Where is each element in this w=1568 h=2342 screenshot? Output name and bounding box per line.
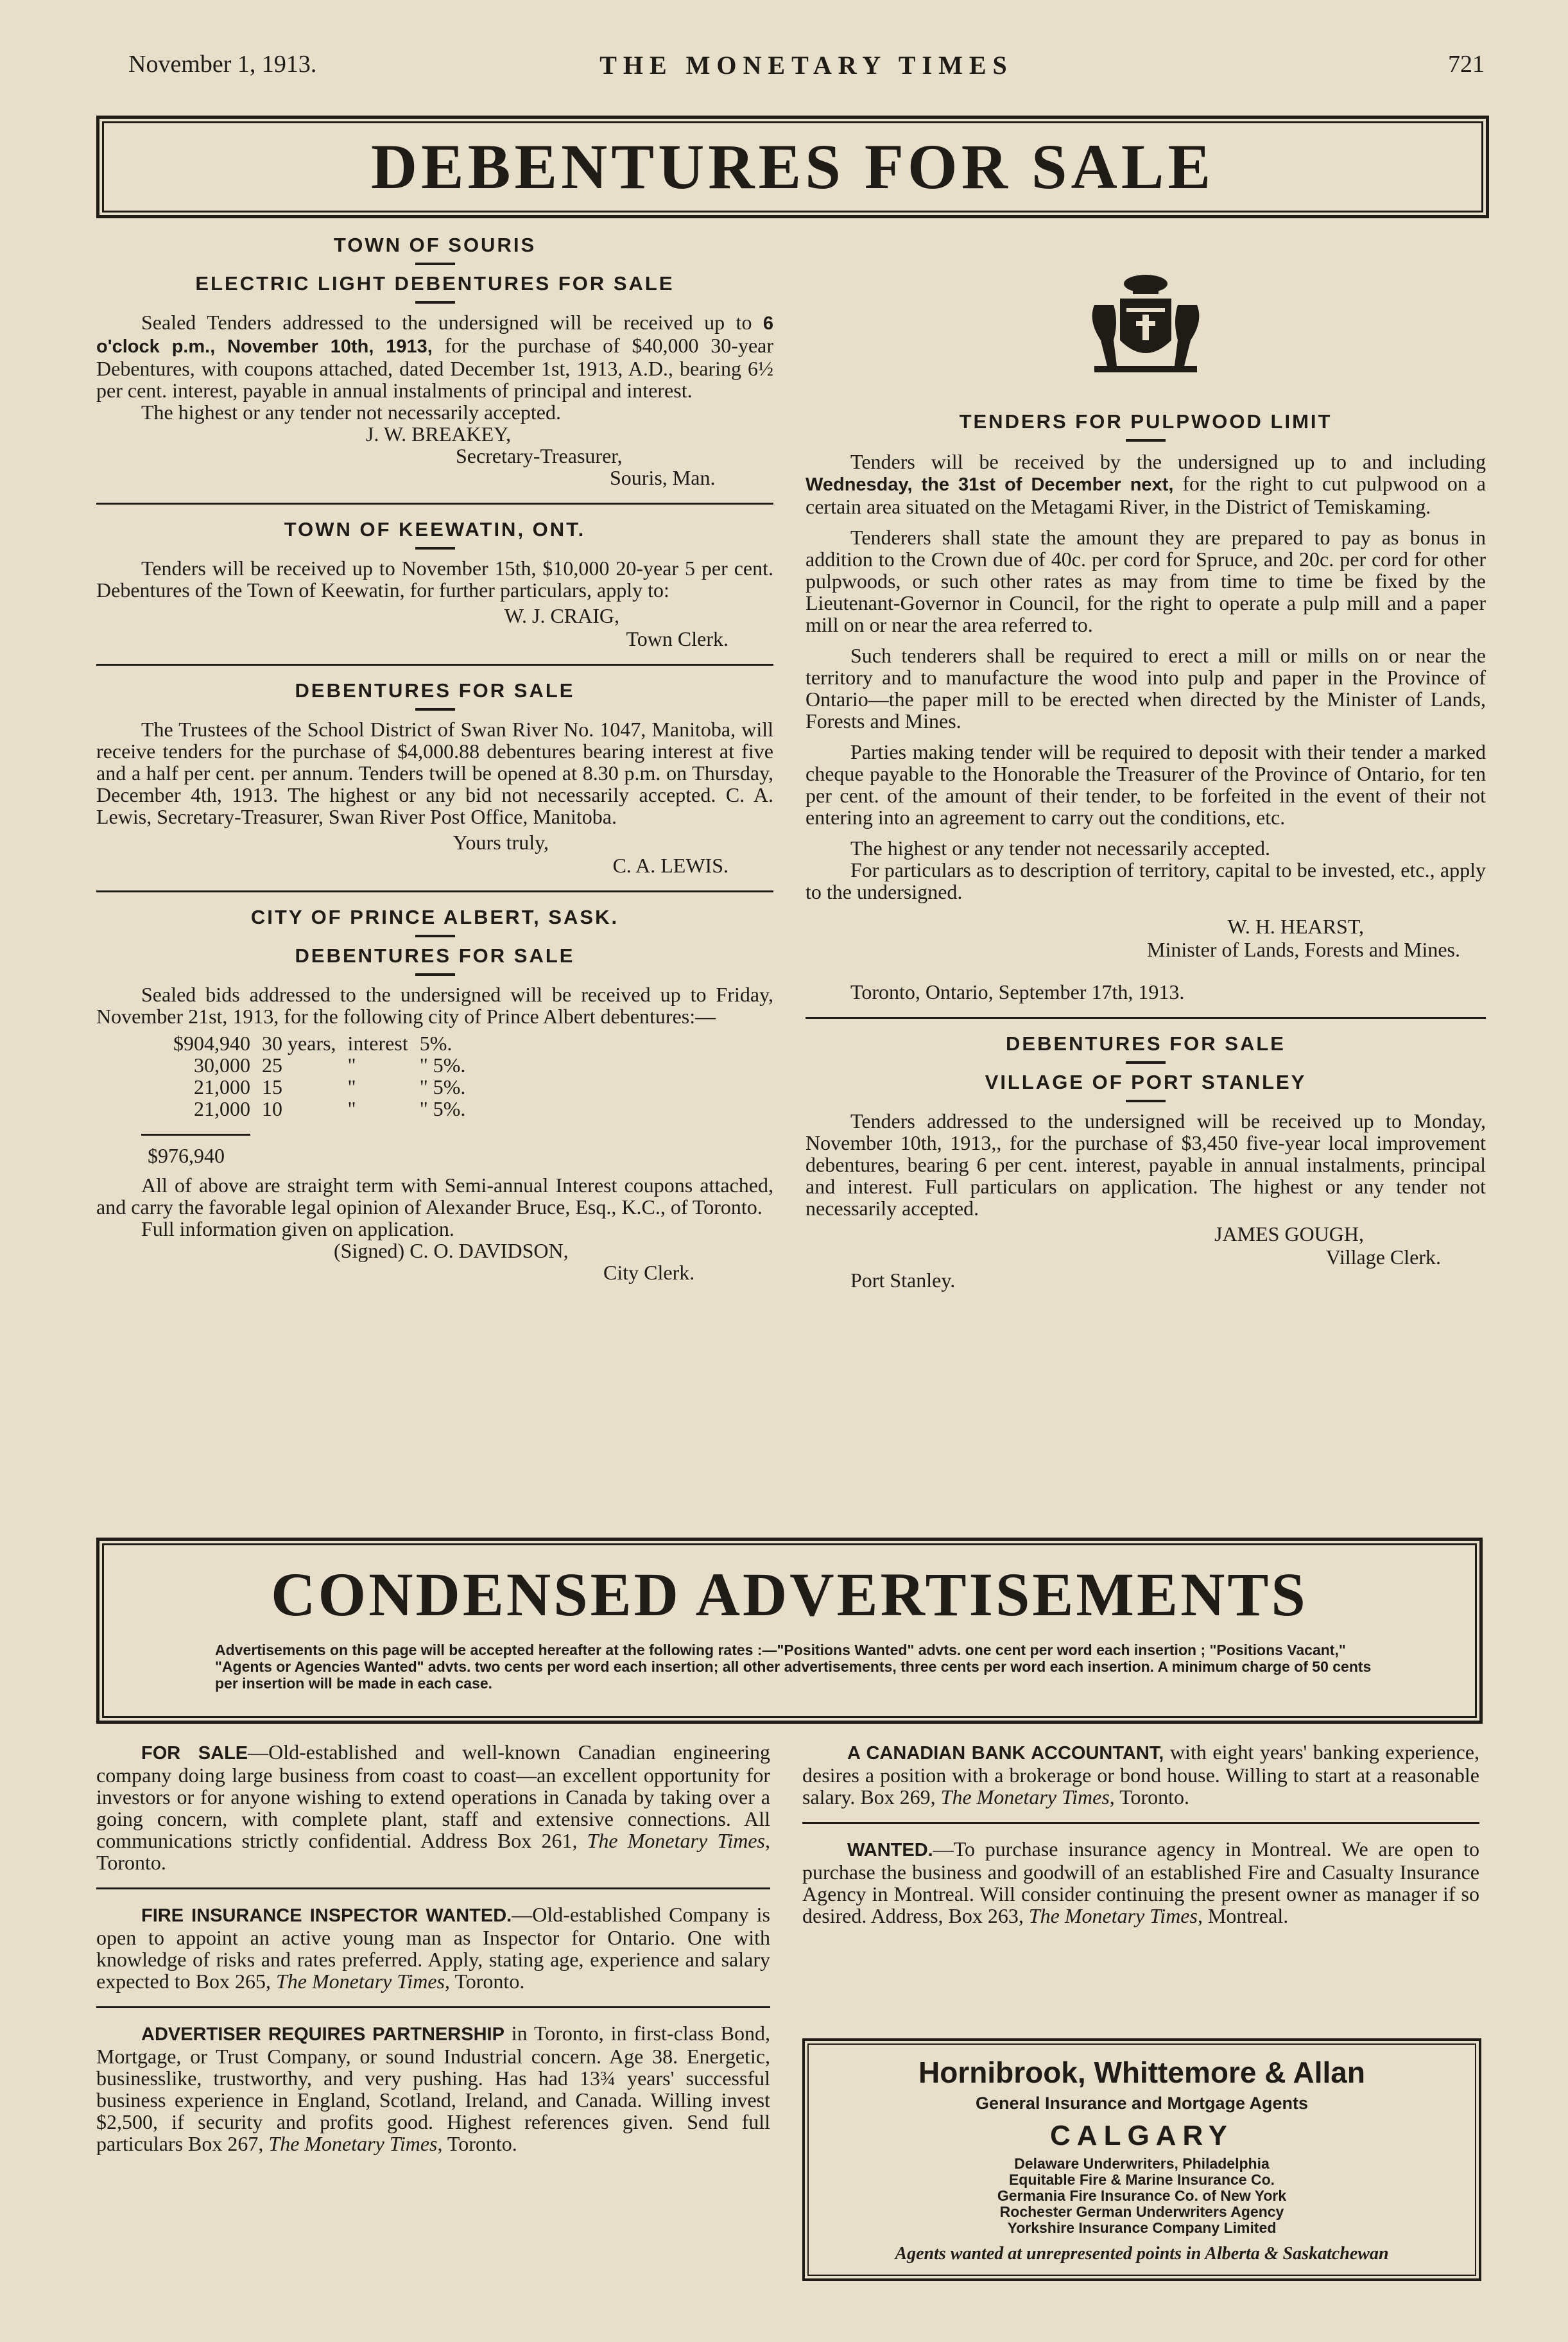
ad-text: —Old-established and well-known Canadian engineering company doing large business from coast to coast—an excellent opportunity for investors or for anyone wishing to extend operations in Canada by taking over a going concern, with complete plant, staff and extensive connections. All communications strictly confidential. Address Box 261, — [96, 1740, 770, 1852]
debenture-cell: " — [347, 1054, 356, 1077]
section-rule — [96, 2006, 770, 2008]
keewatin-notice — [96, 519, 773, 650]
company-item: Delaware Underwriters, Philadelphia — [1014, 2155, 1270, 2172]
debenture-row — [173, 1098, 477, 1120]
pulpwood-paragraph-6: For particulars as to description of territory, capital to be invested, etc., apply to the undersigned. — [806, 858, 1486, 903]
ad-end: , Toronto. — [437, 2132, 517, 2155]
prince-albert-paragraph: Sealed bids addressed to the undersigned will be received up to Friday, November 21st, 1913, for the following city of Prince Albert debentures:— — [96, 983, 773, 1028]
left-column — [96, 234, 773, 1283]
debenture-total: $976,940 — [141, 1134, 250, 1167]
debenture-cell: 5%. — [419, 1032, 452, 1055]
pulpwood-dateline: Toronto, Ontario, September 17th, 1913. — [850, 980, 1185, 1003]
swan-river-heading: DEBENTURES FOR SALE — [295, 679, 575, 702]
page-number: 721 — [1448, 51, 1485, 78]
debenture-cell: 21,000 — [194, 1075, 250, 1098]
keewatin-heading: TOWN OF KEEWATIN, ONT. — [284, 518, 586, 541]
port-stanley-notice — [806, 1033, 1486, 1291]
souris-heading: TOWN OF SOURIS — [333, 234, 537, 256]
debenture-cell: $904,940 — [173, 1032, 250, 1055]
ad-publication: The Monetary Times — [268, 2132, 438, 2155]
sig-name: JAMES GOUGH, — [1214, 1222, 1364, 1245]
divider — [415, 973, 455, 976]
debenture-cell: " 5%. — [419, 1075, 466, 1098]
sig-name: C. A. LEWIS. — [612, 854, 728, 877]
ad-publication: The Monetary Times — [275, 1970, 445, 1993]
port-stanley-place: Port Stanley. — [850, 1269, 956, 1292]
pulpwood-deadline: Wednesday, the 31st of December next, — [806, 474, 1174, 495]
company-list — [805, 2156, 1479, 2236]
debenture-cell: " — [347, 1097, 356, 1120]
agents-wanted: Agents wanted at unrepresented points in Alberta & Saskatchewan — [895, 2244, 1389, 2264]
ad-publication: The Monetary Times — [1028, 1904, 1198, 1927]
condensed-banner — [96, 1538, 1483, 1724]
right-column — [806, 270, 1486, 1291]
sig-title: Minister of Lands, Forests and Mines. — [1147, 938, 1460, 961]
souris-subheading: ELECTRIC LIGHT DEBENTURES FOR SALE — [195, 272, 675, 295]
firm-subtitle: General Insurance and Mortgage Agents — [975, 2094, 1309, 2113]
ad-partnership — [96, 2022, 770, 2155]
section-rule — [802, 1822, 1479, 1824]
pulpwood-paragraph-3: Such tenderers shall be required to erect a mill or mills on or near the territory and to manufacture the wood into pulp and paper in the Province of Ontario—the paper mill to be erected when directed by the Minister of Lands, Forests and Mines. — [806, 644, 1486, 733]
ad-end: , Toronto. — [1109, 1785, 1190, 1809]
souris-notice — [96, 234, 773, 489]
ad-lead: FOR SALE — [141, 1743, 248, 1764]
keewatin-signature — [96, 605, 773, 650]
ad-publication: The Monetary Times — [940, 1785, 1110, 1809]
ad-text: with eight years' banking experience, desires a position with a brokerage or bond house. Willing to start at a reasonable salary. Box 269, — [802, 1740, 1480, 1809]
debenture-cell: 15 — [262, 1075, 282, 1098]
prince-albert-subheading: DEBENTURES FOR SALE — [295, 944, 575, 967]
pulpwood-paragraph-2: Tenderers shall state the amount they are prepared to pay as bonus in addition to the Crown due of 40c. per cord for Spruce, and 20c. per cord for other pulpwoods, or such other rates as may from time to time be fixed by the Lieutenant-Governor in Council, for the right to operate a pulp mill and a paper mill on or near the area referred to. — [806, 526, 1486, 636]
section-rule — [96, 503, 773, 505]
debenture-cell: interest — [347, 1032, 408, 1055]
sig-place: Souris, Man. — [610, 466, 716, 489]
debenture-cell: 30,000 — [194, 1054, 250, 1077]
ad-text: —To purchase insurance agency in Montreal. We are open to purchase the business and goodwill of an established Fire and Casualty Insurance Agency in Montreal. Will consider continuing the present owner as manager if so desired. Address, Box 263, — [802, 1837, 1479, 1927]
ad-wanted — [802, 1838, 1479, 1927]
pulpwood-paragraph-5: The highest or any tender not necessarily accepted. — [850, 837, 1270, 860]
classifieds-left — [96, 1741, 770, 2155]
debenture-cell: " 5%. — [419, 1054, 466, 1077]
condensed-title: CONDENSED ADVERTISEMENTS — [271, 1560, 1308, 1629]
ad-text: in Toronto, in first-class Bond, Mortgage, or Trust Company, or sound Industrial concern. Age 38. Energetic, businesslike, trustworthy, and very pushing. Has had 13¾ years' successful business experience in England, Scotland, Ireland, and Canada. Willing invest $2,500, if security and profits good. Highest references given. Send full particulars Box 267, — [96, 2022, 770, 2155]
ad-end: , Toronto. — [96, 1829, 771, 1874]
souris-text-b: for the purchase of $40,000 30-year Debentures, with coupons attached, dated December 1st, 1913, A.D., bearing 6½ per cent. interest, payable in annual instalments of principal and interest. — [96, 334, 773, 402]
company-item: Equitable Fire & Marine Insurance Co. — [1008, 2171, 1275, 2188]
banner-title: DEBENTURES FOR SALE — [370, 131, 1215, 202]
ad-publication: The Monetary Times — [587, 1829, 766, 1852]
running-head — [128, 50, 1485, 89]
pulpwood-paragraph-1 — [806, 451, 1486, 517]
debenture-row — [173, 1032, 477, 1054]
souris-paragraph — [96, 311, 773, 401]
ad-lead: WANTED. — [847, 1840, 933, 1861]
ad-lead: A CANADIAN BANK ACCOUNTANT, — [847, 1743, 1164, 1764]
divider — [415, 263, 455, 265]
prince-albert-info: Full information given on application. — [141, 1217, 454, 1240]
sig-title: Town Clerk. — [626, 627, 728, 650]
debenture-rows — [173, 1032, 477, 1120]
section-rule — [96, 890, 773, 892]
closing: Yours truly, — [452, 831, 549, 854]
debenture-cell: 10 — [262, 1097, 282, 1120]
ad-text: —Old-established Company is open to appoint an active young man as Inspector for Ontario. One with knowledge of risks and rates preferred. Apply, stating age, experience and salary expected to Box 265, — [96, 1903, 771, 1993]
debenture-cell: 30 years, — [262, 1032, 336, 1055]
swan-river-notice — [96, 680, 773, 876]
divider — [1126, 1061, 1166, 1064]
port-stanley-heading: DEBENTURES FOR SALE — [1006, 1032, 1286, 1055]
ad-lead: ADVERTISER REQUIRES PARTNERSHIP — [141, 2024, 504, 2045]
prince-albert-terms: All of above are straight term with Semi-annual Interest coupons attached, and carry the favorable legal opinion of Alexander Bruce, Esq., K.C., of Toronto. — [96, 1174, 773, 1219]
pulpwood-text-a: Tenders will be received by the undersigned up to and including — [850, 450, 1486, 473]
debenture-row — [173, 1076, 477, 1098]
ad-lead: FIRE INSURANCE INSPECTOR WANTED. — [141, 1905, 512, 1926]
souris-note: The highest or any tender not necessarily accepted. — [141, 401, 561, 424]
divider — [415, 547, 455, 550]
divider — [1126, 1100, 1166, 1102]
souris-deadline: 6 o'clock p.m., November 10th, 1913, — [96, 313, 773, 357]
divider — [415, 935, 455, 937]
pulpwood-signature — [806, 915, 1486, 960]
company-item: Rochester German Underwriters Agency — [999, 2203, 1284, 2220]
sig-name: (Signed) C. O. DAVIDSON, — [334, 1239, 569, 1262]
port-stanley-signature — [806, 1223, 1486, 1268]
pulpwood-text-b: for the right to cut pulpwood on a certain area situated on the Metagami River, in the District of Temiskaming. — [806, 472, 1486, 518]
sig-name: W. H. HEARST, — [1227, 915, 1364, 938]
debenture-table — [173, 1032, 477, 1120]
classifieds-right — [802, 1741, 1479, 1927]
prince-albert-notice — [96, 906, 773, 1283]
debenture-cell: " — [347, 1075, 356, 1098]
debentures-banner — [96, 116, 1489, 218]
hornibrook-ad — [802, 2038, 1481, 2281]
sig-title: City Clerk. — [603, 1261, 695, 1284]
debenture-cell: " 5%. — [419, 1097, 466, 1120]
condensed-rates: Advertisements on this page will be accepted hereafter at the following rates :—"Positions Wanted" advts. one cent per word each insertion ; "Positions Vacant," "Agents or Agencies Wanted" advts. two cents per word each insertion; all other advertisements, three cents per word each insertion. A minimum charge of 50 cents per insertion will be made in each case. — [215, 1642, 1372, 1692]
ad-for-sale — [96, 1741, 770, 1873]
sig-name: J. W. BREAKEY, — [366, 422, 512, 446]
ad-bank-accountant — [802, 1741, 1479, 1808]
debenture-cell: 25 — [262, 1054, 282, 1077]
divider — [415, 301, 455, 304]
souris-text-a: Sealed Tenders addressed to the undersigned will be received up to — [141, 311, 763, 334]
swan-river-signature — [96, 831, 773, 876]
sig-title: Village Clerk. — [1325, 1245, 1441, 1269]
sig-name: W. J. CRAIG, — [504, 604, 619, 627]
firm-city: CALGARY — [1050, 2120, 1234, 2151]
ad-end: , Montreal. — [1197, 1904, 1289, 1927]
sig-title: Secretary-Treasurer, — [456, 444, 623, 467]
company-item: Germania Fire Insurance Co. of New York — [997, 2187, 1287, 2204]
issue-date: November 1, 1913. — [128, 51, 317, 78]
souris-signature — [366, 423, 773, 489]
ad-end: , Toronto. — [445, 1970, 525, 1993]
port-stanley-subheading: VILLAGE OF PORT STANLEY — [985, 1071, 1307, 1093]
keewatin-paragraph: Tenders will be received up to November 15th, $10,000 20-year 5 per cent. Debentures of the Town of Keewatin, for further particulars, apply to: — [96, 557, 773, 602]
journal-title: THE MONETARY TIMES — [599, 51, 1013, 80]
port-stanley-paragraph: Tenders addressed to the undersigned will be received up to Monday, November 10th, 1913,, for the purchase of $3,450 five-year local improvement debentures, bearing 6 per cent. interest, payable in annual instalments, principal and interest. Full particulars on application. The highest or any tender not necessarily accepted. — [806, 1109, 1486, 1220]
pulpwood-notice — [806, 411, 1486, 1003]
prince-albert-heading: CITY OF PRINCE ALBERT, SASK. — [250, 906, 619, 928]
company-item: Yorkshire Insurance Company Limited — [1007, 2219, 1277, 2236]
firm-name: Hornibrook, Whittemore & Allan — [918, 2056, 1365, 2089]
section-rule — [96, 664, 773, 666]
section-rule — [806, 1017, 1486, 1019]
swan-river-paragraph: The Trustees of the School District of Swan River No. 1047, Manitoba, will receive tenders for the purchase of $4,000.88 debentures bearing interest at five and a half per cent. per annum. Tenders twill be opened at 8.30 p.m. on Thursday, December 4th, 1913. The highest or any bid not necessarily accepted. C. A. Lewis, Secretary-Treasurer, Swan River Post Office, Manitoba. — [96, 718, 773, 828]
debenture-row — [173, 1054, 477, 1076]
ad-fire-inspector — [96, 1904, 770, 1992]
pulpwood-heading: TENDERS FOR PULPWOOD LIMIT — [959, 410, 1332, 433]
divider — [1126, 439, 1166, 442]
ontario-coat-of-arms-icon — [1081, 270, 1210, 385]
debenture-cell: 21,000 — [194, 1097, 250, 1120]
pulpwood-paragraph-4: Parties making tender will be required to deposit with their tender a marked cheque payable to the Honorable the Treasurer of the Province of Ontario, for ten per cent. of the amount of their tender, to be forfeited in the event of their not entering into an agreement to carry out the conditions, etc. — [806, 740, 1486, 829]
prince-albert-signature — [334, 1240, 773, 1283]
divider — [415, 708, 455, 711]
section-rule — [96, 1887, 770, 1889]
